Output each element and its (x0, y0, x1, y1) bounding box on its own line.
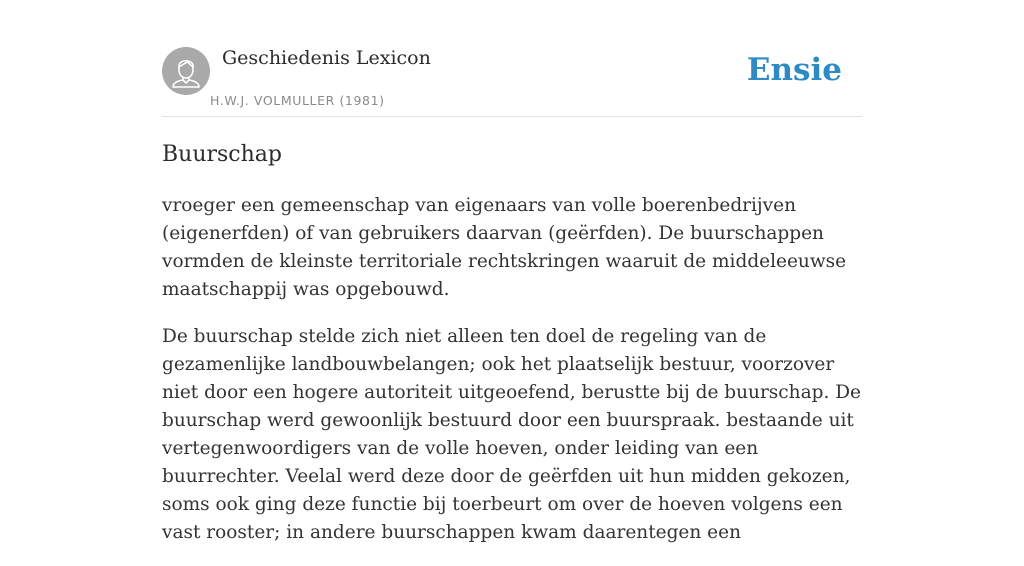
article-paragraph: De buurschap stelde zich niet alleen ten doel de regeling van de gezamenlijke landbouwbelangen; ook het plaatselijk bestuur, voorzover niet door een hogere autoriteit uitgeoefend, berustte bij de buurschap. De buurschap werd gewoonlijk bestuurd door een buurspraak. bestaande uit vertegenwoordigers van de volle hoeven, onder leiding van een buurrechter. Veelal werd deze door de geërfden uit hun midden gekozen, soms ook ging deze functie bij toerbeurt om over de hoeven volgens een vast rooster; in andere buurschappen kwam daarentegen een (162, 326, 861, 543)
user-silhouette-icon[interactable] (162, 47, 210, 95)
article-body (162, 192, 862, 566)
article-paragraph: vroeger een gemeenschap van eigenaars van volle boerenbedrijven (eigenerfden) of van gebruikers daarvan (geërfden). De buurschappen vormden de kleinste territoriale rechtskringen waaruit de middeleeuwse maatschappij was opgebouwd. (162, 195, 847, 300)
brand-logo[interactable]: Ensie (746, 52, 842, 88)
source-author: H.W.J. VOLMULLER (1981) (210, 93, 385, 108)
source-header (162, 46, 862, 117)
source-title[interactable]: Geschiedenis Lexicon (222, 47, 431, 69)
article-title: Buurschap (162, 142, 283, 167)
